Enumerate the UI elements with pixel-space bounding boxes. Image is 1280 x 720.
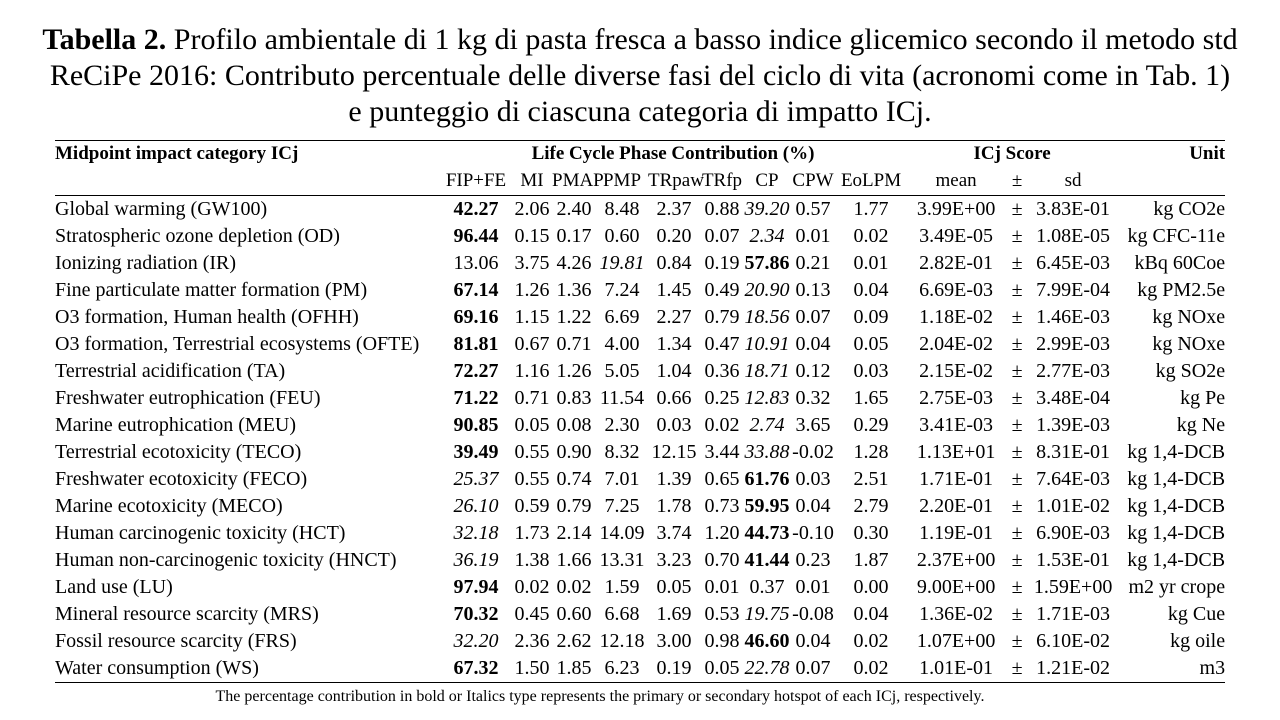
contribution-cell: 0.02 bbox=[853, 225, 889, 247]
col-header: EoLPM bbox=[836, 167, 906, 196]
contribution-cell: 97.94 bbox=[453, 576, 499, 598]
contribution-cell: 0.08 bbox=[556, 414, 592, 436]
table-container bbox=[55, 140, 1225, 683]
contribution-cell: 70.32 bbox=[453, 603, 499, 625]
contribution-cell: 13.06 bbox=[453, 252, 499, 274]
contribution-cell: 0.04 bbox=[853, 279, 889, 301]
table-row bbox=[55, 655, 1225, 683]
contribution-cell: 0.04 bbox=[853, 603, 889, 625]
contribution-cell: 2.37 bbox=[656, 198, 692, 220]
contribution-cell: 39.49 bbox=[453, 441, 499, 463]
contribution-cell: 0.23 bbox=[795, 549, 831, 571]
plus-minus-cell: ± bbox=[1011, 468, 1023, 490]
contribution-cell: 90.85 bbox=[453, 414, 499, 436]
contribution-cell: 0.79 bbox=[556, 495, 592, 517]
plus-minus-cell: ± bbox=[1011, 630, 1023, 652]
unit-cell: m3 bbox=[1118, 655, 1225, 683]
table-row bbox=[55, 304, 1225, 331]
table-row bbox=[55, 412, 1225, 439]
contribution-cell: 0.07 bbox=[790, 655, 836, 683]
score-mean-cell: 3.41E-03 bbox=[919, 414, 994, 436]
header-score-group: ICj Score bbox=[906, 141, 1118, 168]
contribution-cell: 1.22 bbox=[556, 306, 592, 328]
contribution-cell: 0.32 bbox=[795, 387, 831, 409]
table-row bbox=[55, 223, 1225, 250]
contribution-cell: 0.60 bbox=[604, 225, 640, 247]
contribution-cell: 69.16 bbox=[453, 306, 499, 328]
score-mean-cell: 1.07E+00 bbox=[916, 630, 996, 652]
contribution-cell: 0.04 bbox=[795, 495, 831, 517]
contribution-cell: 6.69 bbox=[604, 306, 640, 328]
contribution-cell: 13.31 bbox=[599, 549, 645, 571]
contribution-cell: 1.65 bbox=[853, 387, 889, 409]
contribution-cell: 0.98 bbox=[704, 630, 740, 652]
table-row bbox=[55, 196, 1225, 224]
contribution-cell: -0.10 bbox=[792, 522, 834, 544]
unit-cell: kg CFC-11e bbox=[1127, 225, 1226, 247]
score-mean-cell: 2.75E-03 bbox=[919, 387, 994, 409]
unit-cell: kg NOxe bbox=[1152, 333, 1226, 355]
category-cell: Human non-carcinogenic toxicity (HNCT) bbox=[55, 549, 397, 571]
contribution-cell: 0.21 bbox=[795, 252, 831, 274]
category-cell: Human carcinogenic toxicity (HCT) bbox=[55, 522, 346, 544]
unit-cell: kg Pe bbox=[1180, 387, 1226, 409]
contribution-cell: 1.45 bbox=[656, 279, 692, 301]
score-mean-cell: 9.00E+00 bbox=[916, 576, 996, 598]
plus-minus-cell: ± bbox=[1011, 549, 1023, 571]
contribution-cell: 0.04 bbox=[795, 630, 831, 652]
contribution-cell: 22.78 bbox=[744, 655, 790, 683]
contribution-cell: 0.30 bbox=[853, 522, 889, 544]
contribution-cell: 67.32 bbox=[440, 655, 512, 683]
table-row bbox=[55, 466, 1225, 493]
contribution-cell: 0.00 bbox=[853, 576, 889, 598]
contribution-cell: 0.07 bbox=[704, 225, 740, 247]
contribution-cell: 1.85 bbox=[552, 655, 596, 683]
score-header-sd: sd bbox=[1028, 167, 1118, 196]
unit-cell: m2 yr crope bbox=[1128, 576, 1226, 598]
contribution-cell: 1.34 bbox=[656, 333, 692, 355]
contribution-cell: 12.83 bbox=[744, 387, 790, 409]
contribution-cell: 0.60 bbox=[556, 603, 592, 625]
contribution-cell: 0.03 bbox=[853, 360, 889, 382]
contribution-cell: 2.14 bbox=[556, 522, 592, 544]
contribution-cell: 12.15 bbox=[651, 441, 697, 463]
score-mean-cell: 1.19E-01 bbox=[919, 522, 994, 544]
contribution-cell: 0.45 bbox=[514, 603, 550, 625]
score-sd-cell: 1.08E-05 bbox=[1036, 225, 1111, 247]
plus-minus-cell: ± bbox=[1011, 306, 1023, 328]
unit-cell: kBq 60Coe bbox=[1134, 252, 1226, 274]
contribution-cell: 0.47 bbox=[704, 333, 740, 355]
score-sd-cell: 2.99E-03 bbox=[1036, 333, 1111, 355]
category-cell: Ionizing radiation (IR) bbox=[55, 252, 237, 274]
table-row bbox=[55, 601, 1225, 628]
score-header-mean: mean bbox=[906, 167, 1006, 196]
plus-minus-cell: ± bbox=[1011, 360, 1023, 382]
contribution-cell: 1.26 bbox=[514, 279, 550, 301]
contribution-cell: 71.22 bbox=[453, 387, 499, 409]
contribution-cell: 0.49 bbox=[704, 279, 740, 301]
contribution-cell: 3.74 bbox=[656, 522, 692, 544]
contribution-cell: 1.36 bbox=[556, 279, 592, 301]
category-cell: Water consumption (WS) bbox=[55, 655, 440, 683]
contribution-cell: 1.50 bbox=[512, 655, 552, 683]
plus-minus-cell: ± bbox=[1011, 333, 1023, 355]
contribution-cell: 0.36 bbox=[704, 360, 740, 382]
plus-minus-cell: ± bbox=[1011, 387, 1023, 409]
contribution-cell: 4.00 bbox=[604, 333, 640, 355]
contribution-cell: 1.15 bbox=[514, 306, 550, 328]
contribution-cell: 0.09 bbox=[853, 306, 889, 328]
contribution-cell: 3.65 bbox=[795, 414, 831, 436]
category-cell: O3 formation, Terrestrial ecosystems (OFTE) bbox=[55, 333, 420, 355]
unit-cell: kg oile bbox=[1170, 630, 1226, 652]
contribution-cell: 57.86 bbox=[744, 252, 790, 274]
contribution-cell: 0.71 bbox=[556, 333, 592, 355]
contribution-cell: 3.00 bbox=[656, 630, 692, 652]
contribution-cell: 2.06 bbox=[514, 198, 550, 220]
score-mean-cell: 1.01E-01 bbox=[906, 655, 1006, 683]
category-cell: Land use (LU) bbox=[55, 576, 173, 598]
plus-minus-cell: ± bbox=[1011, 279, 1023, 301]
table-row bbox=[55, 439, 1225, 466]
contribution-cell: 18.71 bbox=[744, 360, 790, 382]
category-cell: Terrestrial acidification (TA) bbox=[55, 360, 286, 382]
score-mean-cell: 1.13E+01 bbox=[916, 441, 996, 463]
contribution-cell: 0.19 bbox=[704, 252, 740, 274]
contribution-cell: 0.05 bbox=[853, 333, 889, 355]
score-sd-cell: 3.48E-04 bbox=[1036, 387, 1111, 409]
contribution-cell: 81.81 bbox=[453, 333, 499, 355]
contribution-cell: 44.73 bbox=[744, 522, 790, 544]
score-mean-cell: 1.18E-02 bbox=[919, 306, 994, 328]
contribution-cell: 12.18 bbox=[599, 630, 645, 652]
category-cell: Fossil resource scarcity (FRS) bbox=[55, 630, 297, 652]
contribution-cell: 0.65 bbox=[704, 468, 740, 490]
caption-text: Profilo ambientale di 1 kg di pasta fresca a basso indice glicemico secondo il metodo std ReCiPe 2016: Contributo percentuale delle diverse fasi del ciclo di vita (acronomi come in Tab. 1) e punteggio di ciascuna categoria di impatto ICj. bbox=[49, 23, 1238, 128]
contribution-cell: 2.74 bbox=[749, 414, 785, 436]
contribution-cell: 1.77 bbox=[853, 198, 889, 220]
score-mean-cell: 2.37E+00 bbox=[916, 549, 996, 571]
header-category: Midpoint impact category ICj bbox=[55, 141, 440, 168]
score-sd-cell: 1.46E-03 bbox=[1036, 306, 1111, 328]
score-sd-cell: 1.59E+00 bbox=[1033, 576, 1113, 598]
category-cell: Terrestrial ecotoxicity (TECO) bbox=[55, 441, 302, 463]
contribution-cell: 3.75 bbox=[514, 252, 550, 274]
contribution-cell: 4.26 bbox=[556, 252, 592, 274]
contribution-cell: 0.12 bbox=[795, 360, 831, 382]
plus-minus-cell: ± bbox=[1006, 655, 1028, 683]
col-header: CPW bbox=[790, 167, 836, 196]
category-cell: Marine ecotoxicity (MECO) bbox=[55, 495, 283, 517]
header-blank bbox=[1118, 167, 1225, 196]
contribution-cell: 0.05 bbox=[514, 414, 550, 436]
contribution-cell: 33.88 bbox=[744, 441, 790, 463]
contribution-cell: 1.59 bbox=[604, 576, 640, 598]
contribution-cell: 2.34 bbox=[749, 225, 785, 247]
contribution-cell: 11.54 bbox=[599, 387, 645, 409]
unit-cell: kg CO2e bbox=[1153, 198, 1226, 220]
table-row bbox=[55, 493, 1225, 520]
contribution-cell: 6.68 bbox=[604, 603, 640, 625]
contribution-cell: 0.02 bbox=[853, 630, 889, 652]
contribution-cell: 67.14 bbox=[453, 279, 499, 301]
contribution-cell: 2.30 bbox=[604, 414, 640, 436]
score-mean-cell: 3.49E-05 bbox=[919, 225, 994, 247]
contribution-cell: 1.87 bbox=[853, 549, 889, 571]
contribution-cell: 0.74 bbox=[556, 468, 592, 490]
contribution-cell: 0.57 bbox=[795, 198, 831, 220]
contribution-cell: 2.62 bbox=[556, 630, 592, 652]
contribution-cell: 26.10 bbox=[453, 495, 499, 517]
unit-cell: kg NOxe bbox=[1152, 306, 1226, 328]
contribution-cell: 0.02 bbox=[556, 576, 592, 598]
contribution-cell: 0.04 bbox=[795, 333, 831, 355]
contribution-cell: 0.71 bbox=[514, 387, 550, 409]
score-mean-cell: 2.82E-01 bbox=[919, 252, 994, 274]
contribution-cell: 1.04 bbox=[656, 360, 692, 382]
contribution-cell: 0.90 bbox=[556, 441, 592, 463]
contribution-cell: 1.78 bbox=[656, 495, 692, 517]
plus-minus-cell: ± bbox=[1011, 198, 1023, 220]
contribution-cell: 32.20 bbox=[453, 630, 499, 652]
contribution-cell: 0.17 bbox=[556, 225, 592, 247]
contribution-cell: 0.59 bbox=[514, 495, 550, 517]
score-sd-cell: 6.45E-03 bbox=[1036, 252, 1111, 274]
score-sd-cell: 6.90E-03 bbox=[1036, 522, 1111, 544]
contribution-cell: 61.76 bbox=[744, 468, 790, 490]
header-phase-group: Life Cycle Phase Contribution (%) bbox=[440, 141, 906, 168]
contribution-cell: 7.25 bbox=[604, 495, 640, 517]
contribution-cell: 0.55 bbox=[514, 441, 550, 463]
col-header: PMAP bbox=[552, 167, 596, 196]
contribution-cell: 8.32 bbox=[604, 441, 640, 463]
plus-minus-cell: ± bbox=[1011, 603, 1023, 625]
contribution-cell: 1.20 bbox=[704, 522, 740, 544]
table-row bbox=[55, 520, 1225, 547]
unit-cell: kg Ne bbox=[1176, 414, 1226, 436]
unit-cell: kg 1,4-DCB bbox=[1127, 495, 1226, 517]
unit-cell: kg 1,4-DCB bbox=[1127, 522, 1226, 544]
score-mean-cell: 1.71E-01 bbox=[919, 468, 994, 490]
contribution-cell: 2.40 bbox=[556, 198, 592, 220]
contribution-cell: 0.07 bbox=[795, 306, 831, 328]
header-unit: Unit bbox=[1118, 141, 1225, 168]
contribution-cell: 2.36 bbox=[514, 630, 550, 652]
score-mean-cell: 2.20E-01 bbox=[919, 495, 994, 517]
contribution-cell: 6.23 bbox=[596, 655, 648, 683]
plus-minus-cell: ± bbox=[1011, 252, 1023, 274]
score-sd-cell: 1.71E-03 bbox=[1036, 603, 1111, 625]
col-header: TRfp bbox=[700, 167, 744, 196]
table-row bbox=[55, 628, 1225, 655]
contribution-cell: 0.37 bbox=[749, 576, 785, 598]
plus-minus-cell: ± bbox=[1011, 414, 1023, 436]
contribution-cell: 0.20 bbox=[656, 225, 692, 247]
contribution-cell: 1.38 bbox=[514, 549, 550, 571]
category-cell: Marine eutrophication (MEU) bbox=[55, 414, 297, 436]
contribution-cell: 0.01 bbox=[704, 576, 740, 598]
plus-minus-cell: ± bbox=[1011, 225, 1023, 247]
unit-cell: kg 1,4-DCB bbox=[1127, 549, 1226, 571]
contribution-cell: 0.84 bbox=[656, 252, 692, 274]
contribution-cell: 5.05 bbox=[604, 360, 640, 382]
contribution-cell: 2.27 bbox=[656, 306, 692, 328]
contribution-cell: 0.15 bbox=[514, 225, 550, 247]
unit-cell: kg SO2e bbox=[1155, 360, 1226, 382]
contribution-cell: 0.53 bbox=[704, 603, 740, 625]
contribution-cell: 25.37 bbox=[453, 468, 499, 490]
contribution-cell: 96.44 bbox=[453, 225, 499, 247]
contribution-cell: 32.18 bbox=[453, 522, 499, 544]
contribution-cell: 36.19 bbox=[453, 549, 499, 571]
contribution-cell: 7.01 bbox=[604, 468, 640, 490]
category-cell: Stratospheric ozone depletion (OD) bbox=[55, 225, 340, 247]
score-sd-cell: 2.77E-03 bbox=[1036, 360, 1111, 382]
score-mean-cell: 6.69E-03 bbox=[919, 279, 994, 301]
contribution-cell: 0.83 bbox=[556, 387, 592, 409]
contribution-cell: 41.44 bbox=[744, 549, 790, 571]
contribution-cell: 1.66 bbox=[556, 549, 592, 571]
score-sd-cell: 8.31E-01 bbox=[1036, 441, 1111, 463]
contribution-cell: 46.60 bbox=[744, 630, 790, 652]
contribution-cell: 0.66 bbox=[656, 387, 692, 409]
score-mean-cell: 2.15E-02 bbox=[919, 360, 994, 382]
score-sd-cell: 7.64E-03 bbox=[1036, 468, 1111, 490]
score-sd-cell: 1.53E-01 bbox=[1036, 549, 1111, 571]
contribution-cell: 0.73 bbox=[704, 495, 740, 517]
score-sd-cell: 1.21E-02 bbox=[1028, 655, 1118, 683]
table-row bbox=[55, 547, 1225, 574]
contribution-cell: 2.51 bbox=[853, 468, 889, 490]
caption-label: Tabella 2. bbox=[42, 23, 167, 56]
impact-table bbox=[55, 140, 1225, 683]
contribution-cell: 18.56 bbox=[744, 306, 790, 328]
contribution-cell: 20.90 bbox=[744, 279, 790, 301]
col-header: MI bbox=[512, 167, 552, 196]
contribution-cell: 2.79 bbox=[853, 495, 889, 517]
plus-minus-cell: ± bbox=[1011, 441, 1023, 463]
contribution-cell: 0.02 bbox=[704, 414, 740, 436]
contribution-cell: 14.09 bbox=[599, 522, 645, 544]
category-cell: Freshwater ecotoxicity (FECO) bbox=[55, 468, 308, 490]
contribution-cell: 0.55 bbox=[514, 468, 550, 490]
contribution-cell: 0.79 bbox=[704, 306, 740, 328]
score-sd-cell: 1.01E-02 bbox=[1036, 495, 1111, 517]
contribution-cell: 0.05 bbox=[656, 576, 692, 598]
contribution-cell: 3.23 bbox=[656, 549, 692, 571]
score-header-pm: ± bbox=[1006, 167, 1028, 196]
contribution-cell: -0.08 bbox=[792, 603, 834, 625]
score-mean-cell: 1.36E-02 bbox=[919, 603, 994, 625]
table-body bbox=[55, 196, 1225, 683]
table-caption bbox=[40, 22, 1240, 130]
unit-cell: kg 1,4-DCB bbox=[1127, 468, 1226, 490]
table-row bbox=[55, 358, 1225, 385]
plus-minus-cell: ± bbox=[1011, 522, 1023, 544]
col-header: TRpaw bbox=[648, 167, 700, 196]
score-sd-cell: 6.10E-02 bbox=[1036, 630, 1111, 652]
table-row bbox=[55, 277, 1225, 304]
contribution-cell: 0.02 bbox=[836, 655, 906, 683]
contribution-cell: 39.20 bbox=[744, 198, 790, 220]
plus-minus-cell: ± bbox=[1011, 576, 1023, 598]
contribution-cell: 0.29 bbox=[853, 414, 889, 436]
unit-cell: kg PM2.5e bbox=[1137, 279, 1226, 301]
contribution-cell: 0.02 bbox=[514, 576, 550, 598]
table-footnote: The percentage contribution in bold or Italics type represents the primary or secondary hotspot of each ICj, respectively. bbox=[215, 688, 985, 705]
table-row bbox=[55, 574, 1225, 601]
contribution-cell: 0.25 bbox=[704, 387, 740, 409]
contribution-cell: 0.03 bbox=[656, 414, 692, 436]
contribution-cell: 19.81 bbox=[599, 252, 645, 274]
score-mean-cell: 2.04E-02 bbox=[919, 333, 994, 355]
contribution-cell: 1.16 bbox=[514, 360, 550, 382]
contribution-cell: 1.26 bbox=[556, 360, 592, 382]
plus-minus-cell: ± bbox=[1011, 495, 1023, 517]
col-header: FIP+FE bbox=[440, 167, 512, 196]
contribution-cell: 10.91 bbox=[744, 333, 790, 355]
category-cell: Mineral resource scarcity (MRS) bbox=[55, 603, 319, 625]
category-cell: Global warming (GW100) bbox=[55, 198, 268, 220]
score-sd-cell: 3.83E-01 bbox=[1036, 198, 1111, 220]
contribution-cell: 1.69 bbox=[656, 603, 692, 625]
contribution-cell: 59.95 bbox=[744, 495, 790, 517]
contribution-cell: 0.70 bbox=[704, 549, 740, 571]
contribution-cell: 0.19 bbox=[648, 655, 700, 683]
unit-cell: kg Cue bbox=[1167, 603, 1226, 625]
score-sd-cell: 7.99E-04 bbox=[1036, 279, 1111, 301]
score-sd-cell: 1.39E-03 bbox=[1036, 414, 1111, 436]
contribution-cell: 0.67 bbox=[514, 333, 550, 355]
contribution-cell: 7.24 bbox=[604, 279, 640, 301]
table-row bbox=[55, 385, 1225, 412]
contribution-cell: 19.75 bbox=[744, 603, 790, 625]
contribution-cell: 1.39 bbox=[656, 468, 692, 490]
category-cell: Freshwater eutrophication (FEU) bbox=[55, 387, 321, 409]
category-cell: O3 formation, Human health (OFHH) bbox=[55, 306, 359, 328]
category-cell: Fine particulate matter formation (PM) bbox=[55, 279, 368, 301]
header-blank bbox=[55, 167, 440, 196]
contribution-cell: 1.73 bbox=[514, 522, 550, 544]
contribution-cell: 0.01 bbox=[795, 576, 831, 598]
contribution-cell: 42.27 bbox=[453, 198, 499, 220]
table-row bbox=[55, 250, 1225, 277]
contribution-cell: 0.05 bbox=[700, 655, 744, 683]
contribution-cell: 3.44 bbox=[704, 441, 740, 463]
col-header: CP bbox=[744, 167, 790, 196]
contribution-cell: 72.27 bbox=[453, 360, 499, 382]
contribution-cell: 1.28 bbox=[853, 441, 889, 463]
contribution-cell: 0.03 bbox=[795, 468, 831, 490]
contribution-cell: 0.01 bbox=[795, 225, 831, 247]
contribution-cell: -0.02 bbox=[792, 441, 834, 463]
contribution-cell: 0.88 bbox=[704, 198, 740, 220]
contribution-cell: 8.48 bbox=[604, 198, 640, 220]
col-header: PMP bbox=[596, 167, 648, 196]
contribution-cell: 0.13 bbox=[795, 279, 831, 301]
unit-cell: kg 1,4-DCB bbox=[1127, 441, 1226, 463]
table-row bbox=[55, 331, 1225, 358]
score-mean-cell: 3.99E+00 bbox=[916, 198, 996, 220]
contribution-cell: 0.01 bbox=[853, 252, 889, 274]
